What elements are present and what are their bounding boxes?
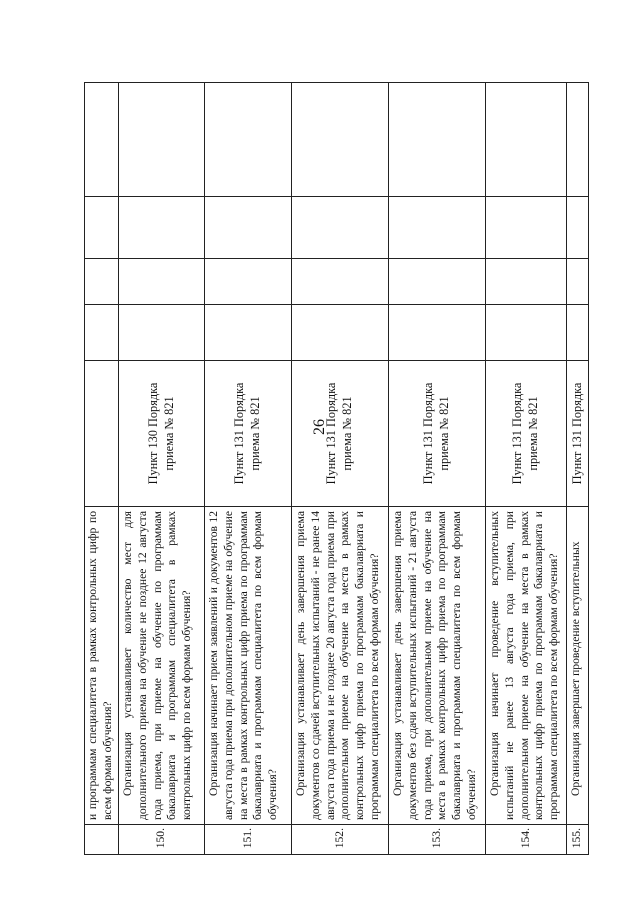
notes-cell — [292, 83, 389, 197]
answer-yes-cell — [292, 305, 389, 361]
answer-no-cell — [119, 259, 205, 305]
requirement-text: Организация устанавливает день завершения приема документов без сдачи вступительных испытаний - 21 августа года приема, при дополнительном приеме на обучение на места в рамках контрольных цифр приема по программам бакалавриата и программам специалитета по всем формам обучения? — [389, 507, 486, 825]
notes-cell — [567, 83, 589, 197]
checklist-table-rotated — [84, 83, 589, 855]
requirement-text: Организация начинает проведение вступительных испытаний не ранее 13 августа года приема, при дополнительном приеме на обучение на места в рамках контрольных цифр приема по программам бакалавриата и программам специалитета по всем формам обучения? — [486, 507, 567, 825]
answer-na-cell — [119, 197, 205, 259]
answer-no-cell — [205, 259, 292, 305]
legal-reference — [85, 361, 119, 507]
answer-yes-cell — [567, 305, 589, 361]
answer-yes-cell — [486, 305, 567, 361]
requirement-text: Организация устанавливает день завершения приема документов со сдачей вступительных испытаний - не ранее 14 августа года приема и не позднее 20 августа года приема при дополнительном приеме на обучение на места в рамках контрольных цифр приема по программам бакалавриата и программам специалитета по всем формам обучения? — [292, 507, 389, 825]
answer-no-cell — [85, 259, 119, 305]
row-number: 153. — [389, 825, 486, 855]
row-number: 155. — [567, 825, 589, 855]
notes-cell — [389, 83, 486, 197]
requirement-text: и программам специалитета в рамках контрольных цифр по всем формам обучения? — [85, 507, 119, 825]
row-number — [85, 825, 119, 855]
answer-no-cell — [486, 259, 567, 305]
table-row — [119, 83, 205, 855]
legal-reference: Пункт 131 Порядка приема № 821 — [205, 361, 292, 507]
answer-na-cell — [85, 197, 119, 259]
notes-cell — [486, 83, 567, 197]
answer-na-cell — [205, 197, 292, 259]
notes-cell — [119, 83, 205, 197]
answer-yes-cell — [205, 305, 292, 361]
requirement-text: Организация завершает проведение вступительных — [567, 507, 589, 825]
legal-reference: Пункт 131 Порядка приема № 821 — [389, 361, 486, 507]
table-row — [486, 83, 567, 855]
notes-cell — [205, 83, 292, 197]
table-row — [567, 83, 589, 855]
row-number: 152. — [292, 825, 389, 855]
answer-na-cell — [486, 197, 567, 259]
answer-yes-cell — [119, 305, 205, 361]
legal-reference: Пункт 131 Порядка приема № 821 — [292, 361, 389, 507]
answer-na-cell — [389, 197, 486, 259]
answer-no-cell — [567, 259, 589, 305]
legal-reference: Пункт 131 Порядка — [567, 361, 589, 507]
page-number-text: 26 — [311, 419, 328, 435]
legal-reference: Пункт 131 Порядка приема № 821 — [486, 361, 567, 507]
requirement-text: Организация устанавливает количество мест для дополнительного приема на обучение не позднее 12 августа года приема, при приеме на обучение по программам бакалавриата и программам специалитета в рамках контрольных цифр по всем формам обучения? — [119, 507, 205, 825]
answer-no-cell — [292, 259, 389, 305]
table-row — [389, 83, 486, 855]
answer-yes-cell — [85, 305, 119, 361]
requirement-text: Организация начинает прием заявлений и документов 12 августа года приема при дополнительном приеме на обучение на места в рамках контрольных цифр приема по программам бакалавриата и программам специалитета по всем формам обучения? — [205, 507, 292, 825]
checklist-table — [84, 82, 589, 855]
answer-yes-cell — [389, 305, 486, 361]
table-row — [205, 83, 292, 855]
answer-na-cell — [292, 197, 389, 259]
row-number: 151. — [205, 825, 292, 855]
answer-na-cell — [567, 197, 589, 259]
row-number: 150. — [119, 825, 205, 855]
table-row — [85, 83, 119, 855]
notes-cell — [85, 83, 119, 197]
row-number: 154. — [486, 825, 567, 855]
legal-reference: Пункт 130 Порядка приема № 821 — [119, 361, 205, 507]
answer-no-cell — [389, 259, 486, 305]
table-row — [292, 83, 389, 855]
